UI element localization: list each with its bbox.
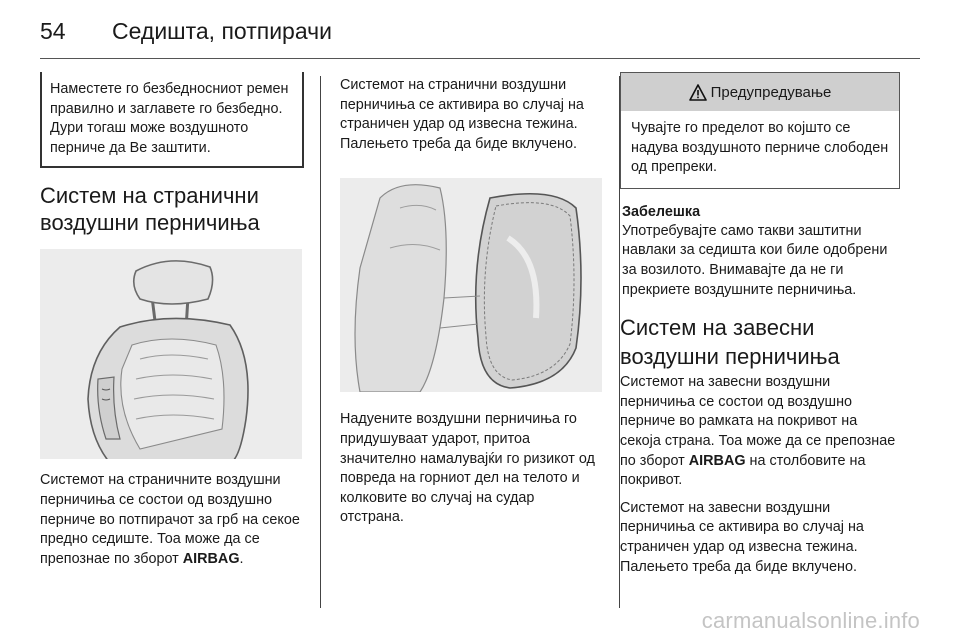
column-divider-1 [320, 76, 321, 608]
warning-box [620, 72, 900, 189]
seatbelt-note-box [40, 72, 304, 168]
side-airbag-description: Системот на страничните воздушни перничиња се состои од воздушно перниче во потпирачот за грб на секое предно седиште. Тоа може да се препознае по зборот AIRBAG. [40, 472, 300, 567]
note-block [620, 203, 902, 300]
warning-title: Предупредување [710, 83, 832, 101]
side-airbag-heading: Систем на странични воздушни перничиња [40, 183, 260, 236]
column-3 [620, 72, 902, 577]
inflated-airbag-illustration [340, 178, 602, 392]
seat-illustration-svg [40, 249, 302, 459]
page-number: 54 [40, 17, 66, 44]
column-2 [340, 72, 602, 528]
curtain-airbag-description: Системот на завесни воздушни перничиња се состои од воздушно перниче во рамката на покривот на секоја страна. Тоа може да се препознае по зборот AIRBAG на столбовите на покривот. [620, 374, 896, 489]
airbag-effect-text: Надуените воздушни перничиња го придушуваат ударот, притоа значително намалувајќи го ризикот од повреда на горниот дел на телото и колковите во случај на судар отстрана. [340, 411, 595, 526]
airbag-illustration-svg [340, 178, 602, 392]
warning-triangle-icon [689, 84, 707, 101]
column-1 [40, 72, 302, 569]
page-header [40, 14, 332, 48]
note-title: Забелешка [622, 203, 701, 220]
seat-airbag-illustration [40, 249, 302, 459]
warning-header [621, 73, 899, 111]
note-text: Употребувајте само такви заштитни навлаки за седишта кои биле одобрени за возилото. Внимавајте да не ги прекриете воздушните перничиња. [622, 222, 888, 298]
seatbelt-note-text: Наместете го безбедносниот ремен правилно и заглавете го безбедно. Дури тогаш може воздушното перниче да Ве заштити. [50, 81, 289, 156]
curtain-airbag-heading: Систем на завесни воздушни перничиња [620, 315, 840, 370]
site-watermark: carmanualsonline.info [701, 608, 920, 633]
page-title: Седишта, потпирачи [112, 17, 332, 44]
header-divider [40, 58, 920, 59]
side-airbag-activation-text: Системот на странични воздушни перничиња се активира во случај на страничен удар од извесна тежина. Палењето треба да биде вклучено. [340, 77, 584, 152]
curtain-airbag-activation-text: Системот на завесни воздушни перничиња се активира во случај на страничен удар од извесна тежина. Палењето треба да биде вклучено. [620, 499, 864, 575]
warning-text: Чувајте го пределот во којшто се надува воздушното перниче слободен од препреки. [631, 120, 889, 176]
